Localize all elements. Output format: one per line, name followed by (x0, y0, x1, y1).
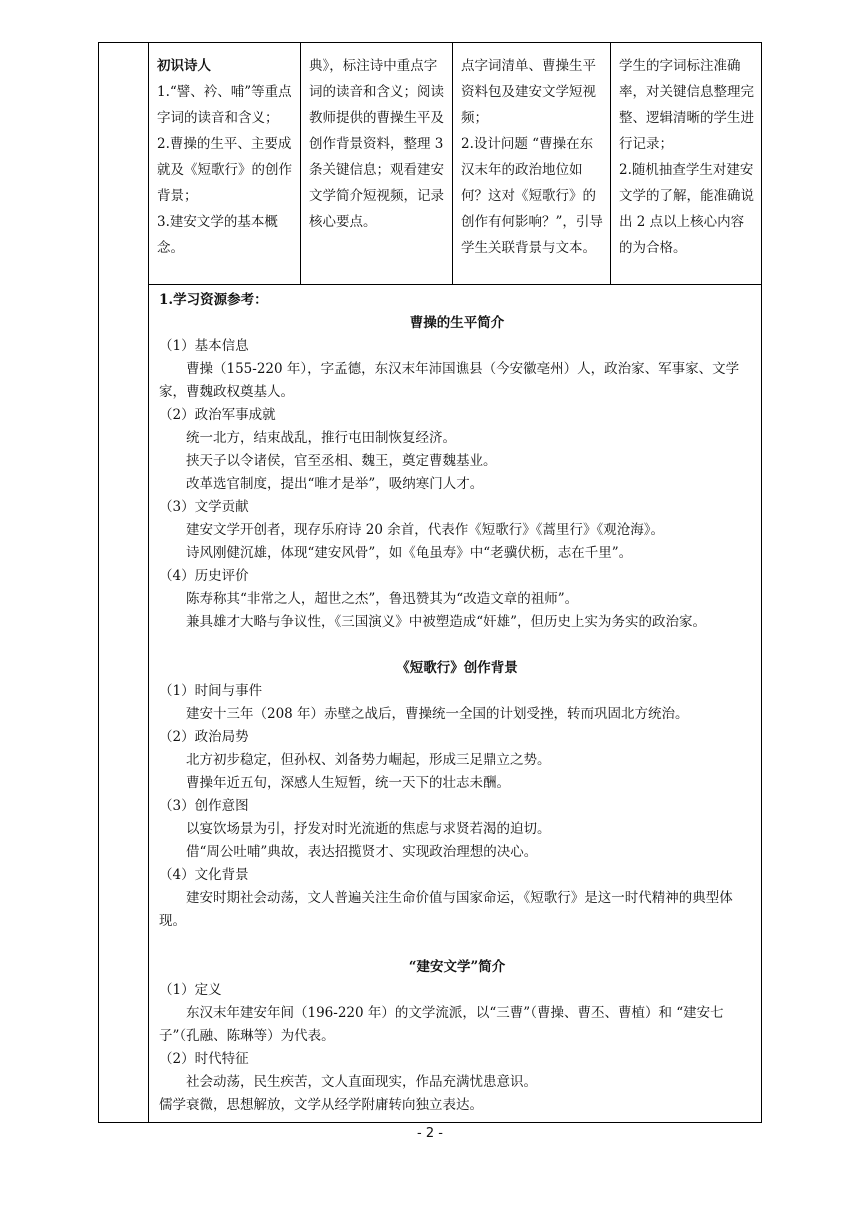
paragraph: 北方初步稳定，但孙权、刘备势力崛起，形成三足鼎立之势。 (186, 752, 551, 768)
paragraph: 曹操年近五旬，深感人生短暂，统一天下的壮志未酬。 (186, 775, 510, 791)
paragraph: 建安十三年（208 年）赤壁之战后，曹操统一全国的计划受挫，转而巩固北方统治。 (186, 706, 689, 722)
teacher-activity-cell (453, 43, 611, 284)
section-title-background: 《短歌行》创作背景 (396, 660, 518, 676)
cell-item-3: 3.建安文学的基本概念。 (157, 214, 278, 256)
paragraph: 曹操（155-220 年），字孟德，东汉末年沛国谯县（今安徽亳州）人，政治家、军事家、文学家，曹魏政权奠基人。 (159, 361, 740, 400)
content-cell (149, 43, 301, 284)
section-title-jianan: “建安文学”简介 (408, 959, 506, 975)
page-number: - 2 - (417, 1126, 443, 1141)
paragraph: 儒学衰微，思想解放，文学从经学附庸转向独立表达。 (159, 1097, 483, 1113)
paragraph: 挟天子以令诸侯，官至丞相、魏王，奠定曹魏基业。 (186, 453, 497, 469)
subheading: （4）历史评价 (159, 568, 249, 584)
left-blank-column (99, 43, 149, 1122)
subheading: （3）创作意图 (159, 798, 249, 814)
cell-item-1: 1.“譬、衿、哺”等重点字词的读音和含义； (157, 84, 292, 126)
lesson-table (98, 42, 762, 1123)
cell-heading: 初识诗人 (157, 58, 211, 74)
paragraph: 社会动荡，民生疾苦，文人直面现实，作品充满忧患意识。 (186, 1074, 537, 1090)
paragraph: 陈寿称其“非常之人，超世之杰”，鲁迅赞其为“改造文章的祖师”。 (186, 591, 579, 607)
section-title-caocao: 曹操的生平简介 (409, 315, 505, 331)
resources-section (149, 285, 761, 1117)
evaluation-text-2: 2.随机抽查学生对建安文学的了解，能准确说出 2 点以上核心内容的为合格。 (619, 162, 754, 256)
evaluation-text: 学生的字词标注准确率，对关键信息整理完整、逻辑清晰的学生进行记录； (619, 58, 754, 152)
subheading: （1）定义 (159, 982, 222, 998)
student-activity-cell (301, 43, 453, 284)
subheading: （4）文化背景 (159, 867, 249, 883)
paragraph: 建安时期社会动荡，文人普遍关注生命价值与国家命运，《短歌行》是这一时代精神的典型体现。 (159, 890, 733, 929)
student-activity-text: 典》，标注诗中重点字词的读音和含义；阅读教师提供的曹操生平及创作背景资料，整理 3 条关键信息；观看建安文学简介短视频，记录核心要点。 (309, 58, 444, 230)
paragraph: 借“周公吐哺”典故，表达招揽贤才、实现政治理想的决心。 (186, 844, 538, 860)
subheading: （3）文学贡献 (159, 499, 249, 515)
paragraph: 统一北方，结束战乱，推行屯田制恢复经济。 (186, 430, 456, 446)
subheading: （2）政治军事成就 (159, 407, 276, 423)
subheading: （2）政治局势 (159, 729, 249, 745)
cell-item-2: 2.曹操的生平、主要成就及《短歌行》的创作背景； (157, 136, 292, 204)
paragraph: 建安文学开创者，现存乐府诗 20 余首，代表作《短歌行》《蒿里行》《观沧海》。 (186, 522, 665, 538)
teacher-activity-text: 点字词清单、曹操生平资料包及建安文学短视频； (461, 58, 596, 126)
resources-label: 1.学习资源参考： (159, 292, 268, 308)
paragraph: 东汉末年建安年间（196-220 年）的文学流派，以“三曹”（曹操、曹丕、曹植）和 “建安七子”（孔融、陈琳等）为代表。 (159, 1005, 724, 1044)
subheading: （1）时间与事件 (159, 683, 263, 699)
subheading: （2）时代特征 (159, 1051, 249, 1067)
activity-row (149, 43, 761, 285)
paragraph: 以宴饮场景为引，抒发对时光流逝的焦虑与求贤若渴的迫切。 (186, 821, 551, 837)
subheading: （1）基本信息 (159, 338, 249, 354)
paragraph: 改革选官制度，提出“唯才是举”，吸纳寒门人才。 (186, 476, 484, 492)
paragraph: 诗风刚健沉雄，体现“建安风骨”，如《龟虽寿》中“老骥伏枥，志在千里”。 (186, 545, 633, 561)
paragraph: 兼具雄才大略与争议性，《三国演义》中被塑造成“奸雄”，但历史上实为务实的政治家。 (186, 614, 707, 630)
teacher-activity-text-2: 2.设计问题 “曹操在东汉末年的政治地位如何？这对《短歌行》的创作有何影响？”，引导学生关联背景与文本。 (461, 136, 603, 256)
evaluation-cell (611, 43, 761, 284)
